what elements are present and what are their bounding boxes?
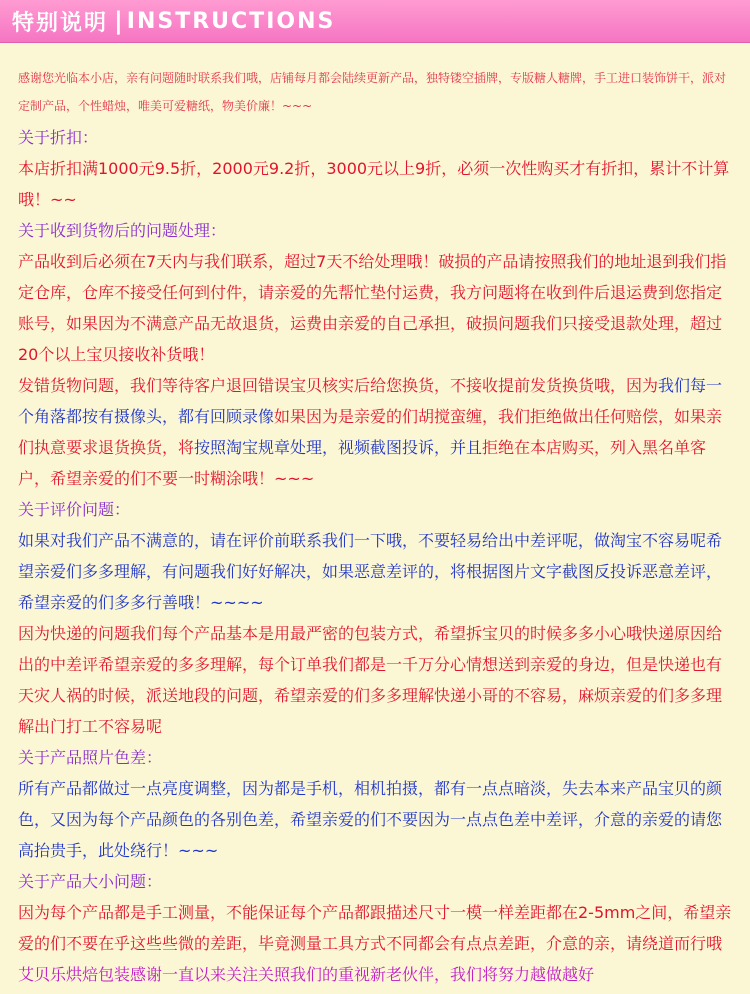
header-title-cn: 特别说明 [12, 10, 109, 36]
header-separator: | [114, 7, 123, 35]
review-express-body: 因为快递的问题我们每个产品基本是用最严密的包装方式，希望拆宝贝的时候多多小心哦快递原因给出的中差评希望亲爱的多多理解，每个订单我们都是一千万分心情想送到亲爱的身边，但是快递也有天灾人祸的时候，派送地段的问题，希望亲爱的们多多理解快递小哥的不容易，麻烦亲爱的们多多理解出门打工不容易呢 [18, 624, 723, 736]
instructions-header [0, 0, 750, 42]
instructions-content [18, 52, 734, 990]
size-body: 因为每个产品都是手工测量，不能保证每个产品都跟描述尺寸一模一样差距都在2-5mm之间，希望亲爱的们不要在乎这些些微的差距，毕竟测量工具方式不同都会有点点差距，介意的亲，请绕道而行哦 [18, 903, 732, 953]
size-heading: 关于产品大小问题： [18, 872, 163, 891]
review-body: 如果对我们产品不满意的，请在评价前联系我们一下哦，不要轻易给出中差评呢，做淘宝不容易呢希望亲爱们多多理解，有问题我们好好解决，如果恶意差评的，将根据图片文字截图反投诉恶意差评，希望亲爱的们多多行善哦！~~~~ [18, 531, 723, 612]
color-heading: 关于产品照片色差： [18, 748, 163, 767]
closing-text: 艾贝乐烘焙包装感谢一直以来关注关照我们的重视新老伙伴，我们将努力越做越好 [18, 965, 595, 984]
wrong-goods-taobao-note: 按照淘宝规章处理，视频截图投诉，并且 [194, 438, 483, 457]
discount-body: 本店折扣满1000元9.5折，2000元9.2折，3000元以上9折，必须一次性购买才有折扣，累计不计算哦！~~ [18, 159, 730, 209]
wrong-goods-part3: 如果因为是亲爱的们胡搅蛮缠，我们拒绝做出任何赔偿，如果亲们执意要求退货换货，将 [18, 407, 723, 457]
color-body: 所有产品都做过一点亮度调整，因为都是手机，相机拍摄，都有一点点暗淡，失去本来产品宝贝的颜色，又因为每个产品颜色的各别色差，希望亲爱的们不要因为一点点色差中差评，介意的亲爱的请您高抬贵手，此处绕行！~~~ [18, 779, 723, 860]
intro-text: 感谢您光临本小店，亲有问题随时联系我们哦，店铺每月都会陆续更新产品，独特镂空插牌，专版糖人糖牌，手工进口装饰饼干，派对定制产品，个性蜡烛，唯美可爱糖纸，物美价廉！~~~ [18, 71, 727, 113]
wrong-goods-camera-note: 我们每一个角落都按有摄像头，都有回顾录像 [18, 376, 723, 426]
review-heading: 关于评价问题： [18, 500, 131, 519]
wrong-goods-paragraph [18, 370, 734, 494]
wrong-goods-part5: 拒绝在本店购买，列入黑名单客户，希望亲爱的们不要一时糊涂哦！~~~ [18, 438, 707, 488]
received-body: 产品收到后必须在7天内与我们联系，超过7天不给处理哦！破损的产品请按照我们的地址退到我们指定仓库，仓库不接受任何到付件，请亲爱的先帮忙垫付运费，我方问题将在收到件后退运费到您指定账号，如果因为不满意产品无故退货，运费由亲爱的自己承担，破损问题我们只接受退款处理，超过20个以上宝贝接收补货哦！ [18, 252, 727, 364]
header-title-en: INSTRUCTIONS [126, 8, 336, 34]
wrong-goods-part1: 发错货物问题，我们等待客户退回错误宝贝核实后给您换货，不接收提前发货换货哦，因为 [18, 376, 659, 395]
received-heading: 关于收到货物后的问题处理： [18, 221, 227, 240]
discount-heading: 关于折扣： [18, 128, 99, 147]
